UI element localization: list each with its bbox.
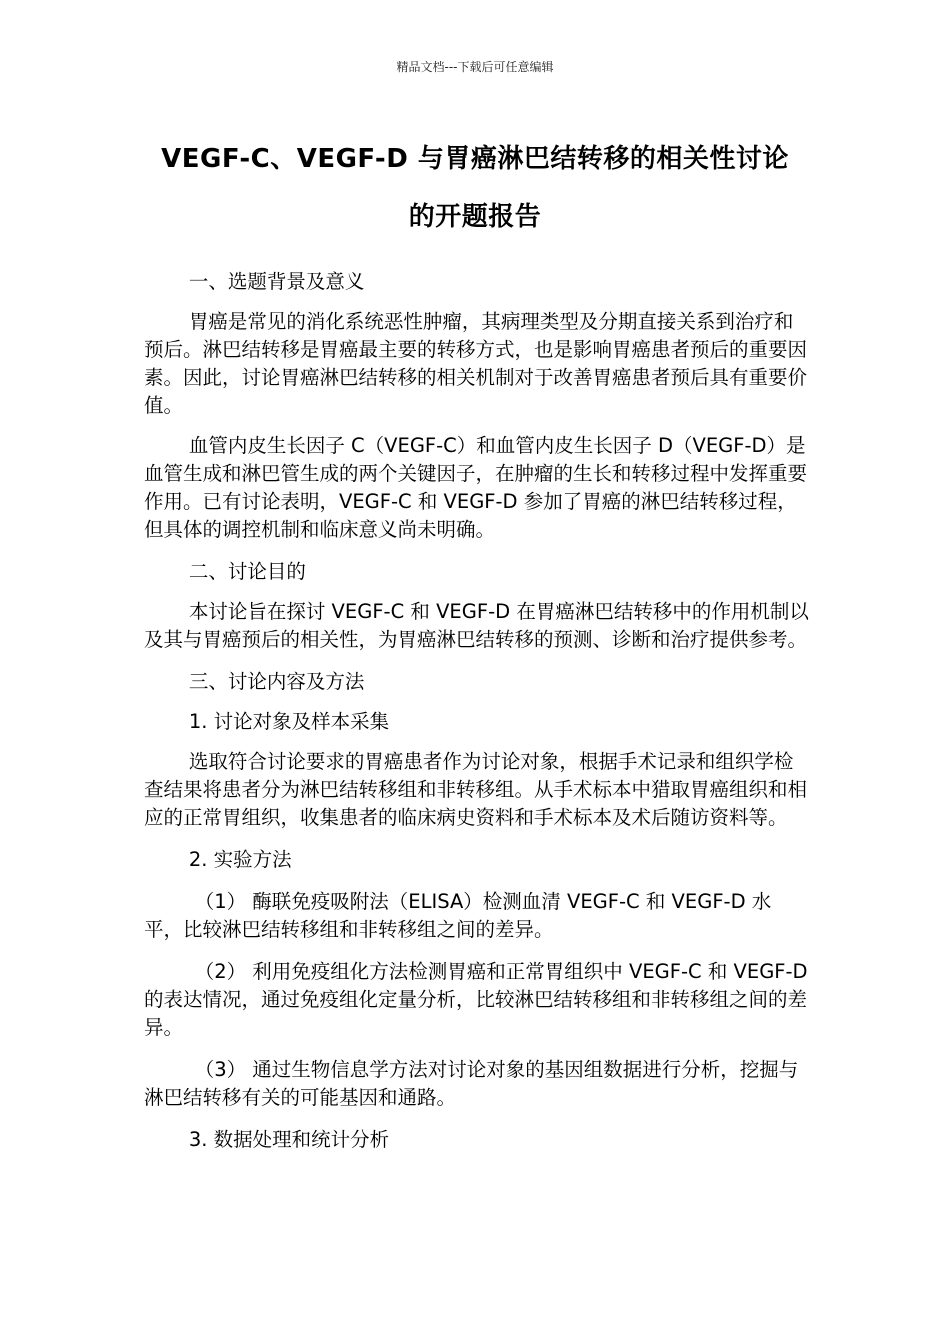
subheading-subjects: 1. 讨论对象及样本采集: [188, 710, 390, 733]
section-heading-purpose: 二、讨论目的: [188, 560, 306, 583]
paragraph-subjects: 选取符合讨论要求的胃癌患者作为讨论对象，根据手术记录和组织学检查结果将患者分为淋巴结转移组和非转移组。从手术标本中猎取胃癌组织和相应的正常胃组织，收集患者的临床病史资料和手术标本及术后随访资料等。: [144, 750, 808, 829]
paragraph-background-1: 胃癌是常见的消化系统恶性肿瘤，其病理类型及分期直接关系到治疗和预后。淋巴结转移是胃癌最主要的转移方式，也是影响胃癌患者预后的重要因素。因此，讨论胃癌淋巴结转移的相关机制对于改善胃癌患者预后具有重要价值。: [144, 310, 808, 417]
paragraph-purpose: 本讨论旨在探讨 VEGF-C 和 VEGF-D 在胃癌淋巴结转移中的作用机制以及其与胃癌预后的相关性，为胃癌淋巴结转移的预测、诊断和治疗提供参考。: [144, 600, 809, 651]
method-item-3: （3） 通过生物信息学方法对讨论对象的基因组数据进行分析，挖掘与淋巴结转移有关的可能基因和通路。: [144, 1058, 799, 1109]
method-item-2: （2） 利用免疫组化方法检测胃癌和正常胃组织中 VEGF-C 和 VEGF-D 的表达情况，通过免疫组化定量分析，比较淋巴结转移组和非转移组之间的差异。: [144, 960, 808, 1039]
document-title-line1: VEGF-C、VEGF-D 与胃癌淋巴结转移的相关性讨论: [161, 144, 789, 174]
paragraph-background-2: 血管内皮生长因子 C（VEGF-C）和血管内皮生长因子 D（VEGF-D）是血管生成和淋巴管生成的两个关键因子，在肿瘤的生长和转移过程中发挥重要作用。已有讨论表明，VEGF-C 和 VEGF-D 参加了胃癌的淋巴结转移过程，但具体的调控机制和临床意义尚未明确。: [144, 434, 808, 541]
subheading-experiment: 2. 实验方法: [188, 848, 292, 871]
page-header: 精品文档---下载后可任意编辑: [396, 60, 554, 74]
document-title-line2: 的开题报告: [408, 202, 542, 232]
subheading-statistics: 3. 数据处理和统计分析: [188, 1128, 390, 1151]
section-heading-methods: 三、讨论内容及方法: [188, 670, 365, 693]
document-body: [144, 268, 809, 1154]
method-item-1: （1） 酶联免疫吸附法（ELISA）检测血清 VEGF-C 和 VEGF-D 水平，比较淋巴结转移组和非转移组之间的差异。: [144, 890, 772, 941]
section-heading-background: 一、选题背景及意义: [188, 270, 365, 293]
